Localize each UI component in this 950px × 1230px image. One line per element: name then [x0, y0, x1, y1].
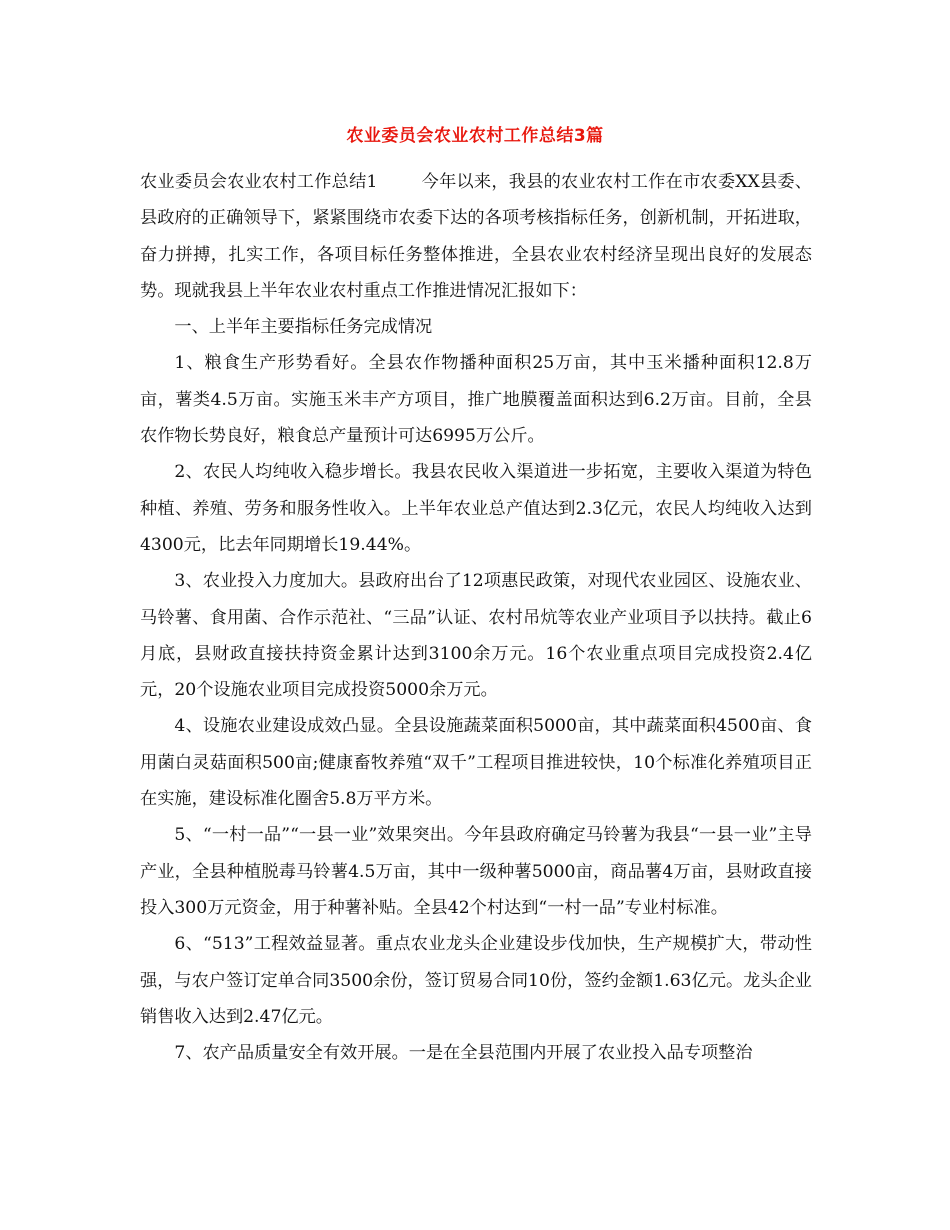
paragraph-item-1: 1、粮食生产形势看好。全县农作物播种面积25万亩，其中玉米播种面积12.8万亩，薯类4.5万亩。实施玉米丰产方项目，推广地膜覆盖面积达到6.2万亩。目前，全县农作物长势良好，粮食总产量预计可达6995万公斤。: [140, 353, 812, 447]
paragraph-item-3: 3、农业投入力度加大。县政府出台了12项惠民政策，对现代农业园区、设施农业、马铃薯、食用菌、合作示范社、“三品”认证、农村吊炕等农业产业项目予以扶持。截止6月底，县财政直接扶持资金累计达到3100余万元。16个农业重点项目完成投资2.4亿元，20个设施农业项目完成投资5000余万元。: [140, 571, 812, 701]
paragraph-item-2: 2、农民人均纯收入稳步增长。我县农民收入渠道进一步拓宽，主要收入渠道为特色种植、养殖、劳务和服务性收入。上半年农业总产值达到2.3亿元，农民人均纯收入达到4300元，比去年同期增长19.44%。: [140, 462, 812, 555]
paragraph-item-4: 4、设施农业建设成效凸显。全县设施蔬菜面积5000亩，其中蔬菜面积4500亩、食用菌白灵菇面积500亩;健康畜牧养殖“双千”工程项目推进较快，10个标准化养殖项目正在实施，建设标准化圈舍5.8万平方米。: [140, 716, 812, 810]
paragraph-item-7: 7、农产品质量安全有效开展。一是在全县范围内开展了农业投入品专项整治: [174, 1043, 753, 1064]
document-body: [140, 164, 812, 1071]
paragraph-item-6: 6、“513”工程效益显著。重点农业龙头企业建设步伐加快，生产规模扩大，带动性强，与农户签订定单合同3500余份，签订贸易合同10份，签约金额1.63亿元。龙头企业销售收入达到2.47亿元。: [140, 934, 812, 1027]
document-title: 农业委员会农业农村工作总结3篇: [346, 126, 604, 146]
section-heading: 一、上半年主要指标任务完成情况: [174, 317, 433, 338]
intro-paragraph: [140, 164, 812, 309]
intro-heading: 农业委员会农业农村工作总结1: [140, 172, 378, 192]
intro-text: 今年以来，我县的农业农村工作在市农委XX县委、县政府的正确领导下，紧紧围绕市农委下达的各项考核指标任务，创新机制，开拓进取，奋力拼搏，扎实工作，各项目标任务整体推进，全县农业农村经济呈现出良好的发展态势。现就我县上半年农业农村重点工作推进情况汇报如下：: [140, 172, 812, 301]
paragraph-item-5: 5、“一村一品”“一县一业”效果突出。今年县政府确定马铃薯为我县“一县一业”主导产业，全县种植脱毒马铃薯4.5万亩，其中一级种薯5000亩，商品薯4万亩，县财政直接投入300万元资金，用于种薯补贴。全县42个村达到“一村一品”专业村标准。: [140, 825, 812, 918]
